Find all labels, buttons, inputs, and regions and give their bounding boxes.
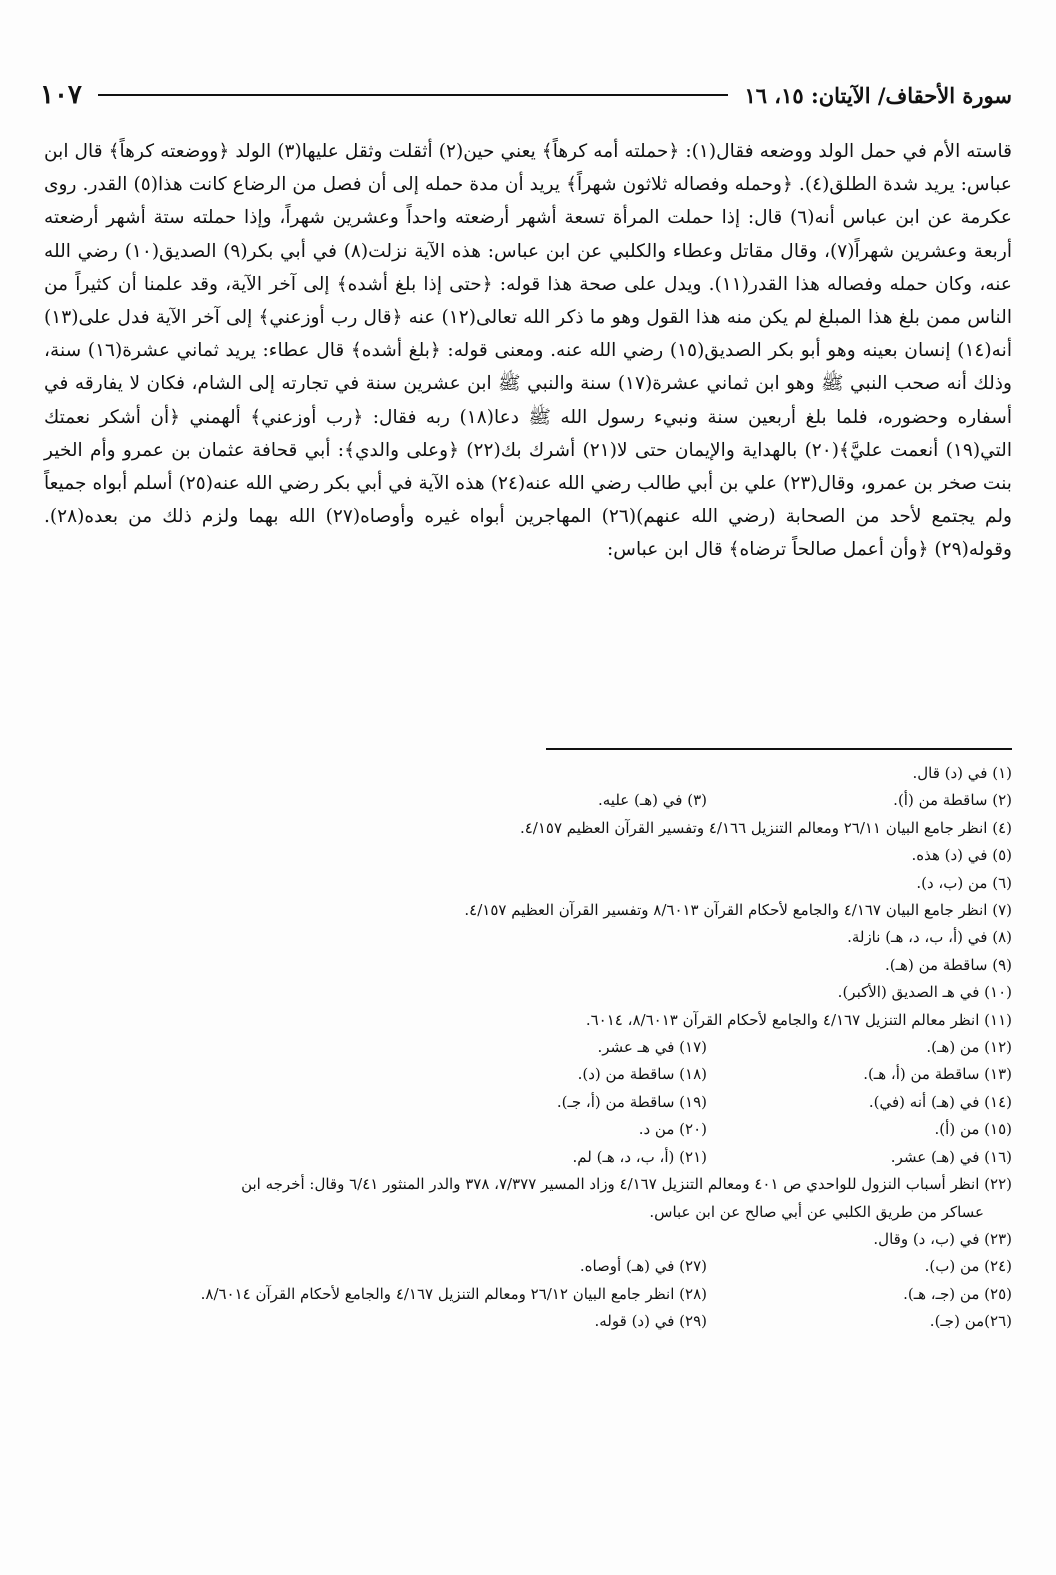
- footnotes: [44, 760, 1012, 1336]
- footnote-row: [44, 1116, 1012, 1143]
- footnote-24: (٢٤) من (ب).: [924, 1257, 1012, 1276]
- footnote-28: (٢٨) انظر جامع البيان ٢٦/١٢ ومعالم التنزيل ٤/١٦٧ والجامع لأحكام القرآن ٨/٦٠١٤.: [200, 1284, 707, 1303]
- footnote-5: (٥) في (د) هذه.: [911, 846, 1012, 865]
- footnote-7: (٧) انظر جامع البيان ٤/١٦٧ والجامع لأحكام القرآن ٨/٦٠١٣ وتفسير القرآن العظيم ٤/١٥٧.: [464, 901, 1012, 920]
- footnote-16: (١٦) في (هـ) عشر.: [890, 1147, 1012, 1166]
- footnote-1: (١) في (د) قال.: [912, 764, 1012, 782]
- footnote-20: (٢٠) من د.: [638, 1120, 707, 1139]
- footnote-10: (١٠) في هـ الصديق (الأكبر).: [837, 983, 1012, 1002]
- page-number: ١٠٧: [40, 80, 82, 110]
- running-header: [40, 76, 1012, 114]
- footnote-12: (١٢) من (هـ).: [926, 1038, 1012, 1057]
- footnote-29: (٢٩) في (د) قوله.: [594, 1312, 707, 1331]
- footnote-11: (١١) انظر معالم التنزيل ٤/١٦٧ والجامع لأحكام القرآن ٨/٦٠١٣، ٦٠١٤.: [585, 1010, 1012, 1029]
- header-rule: [98, 94, 729, 96]
- surah-title: سورة الأحقاف/ الآيتان: ١٥، ١٦: [744, 82, 1012, 108]
- footnote-23: (٢٣) في (ب، د) وقال.: [873, 1229, 1012, 1248]
- footnote-26: (٢٦)من (جـ).: [929, 1312, 1012, 1331]
- footnote-row: [44, 1034, 1012, 1061]
- footnote-14: (١٤) في (هـ) أنه (في).: [868, 1092, 1012, 1111]
- footnote-row: [44, 1308, 1012, 1335]
- footnote-6: (٦) من (ب، د).: [916, 873, 1012, 892]
- footnote-4: (٤) انظر جامع البيان ٢٦/١١ ومعالم التنزيل ٤/١٦٦ وتفسير القرآن العظيم ٤/١٥٧.: [519, 818, 1012, 837]
- footnote-18: (١٨) ساقطة من (د).: [577, 1065, 707, 1084]
- footnote-22-continuation: عساكر من طريق الكلبي عن أبي صالح عن ابن عباس.: [649, 1202, 984, 1221]
- footnote-17: (١٧) في هـ عشر.: [597, 1038, 707, 1057]
- footnote-2: (٢) ساقطة من (أ).: [893, 791, 1012, 810]
- footnote-row: [44, 1281, 1012, 1308]
- footnote-row: [44, 1061, 1012, 1088]
- footnote-separator: [546, 748, 1012, 750]
- footnote-13: (١٣) ساقطة من (أ، هـ).: [863, 1065, 1012, 1084]
- footnote-25: (٢٥) من (جـ، هـ).: [903, 1284, 1012, 1303]
- footnote-15: (١٥) من (أ).: [934, 1120, 1012, 1139]
- footnote-22: (٢٢) انظر أسباب النزول للواحدي ص ٤٠١ ومعالم التنزيل ٤/١٦٧ وزاد المسير ٧/٣٧٧، ٣٧٨ والدر المنثور ٦/٤١ وقال: أخرجه ابن: [241, 1175, 1012, 1194]
- footnote-row: [44, 1253, 1012, 1280]
- footnote-27: (٢٧) في (هـ) أوصاه.: [579, 1257, 707, 1276]
- footnote-8: (٨) في (أ، ب، د، هـ) نازلة.: [847, 928, 1012, 947]
- footnote-3: (٣) في (هـ) عليه.: [597, 791, 707, 810]
- main-text: [44, 135, 1012, 567]
- footnote-row: [44, 1089, 1012, 1116]
- footnote-9: (٩) ساقطة من (هـ).: [885, 955, 1012, 974]
- footnote-19: (١٩) ساقطة من (أ، جـ).: [556, 1092, 707, 1111]
- footnote-row: [44, 787, 1012, 814]
- body-paragraph: قاسته الأم في حمل الولد ووضعه فقال(١): ﴿حملته أمه كرهاً﴾ يعني حين(٢) أثقلت وثقل عليها(٣) الولد ﴿ووضعته كرهاً﴾ قال ابن عباس: يريد شدة الطلق(٤). ﴿وحمله وفصاله ثلاثون شهراً﴾ يريد أن مدة حمله إلى أن فصل من الرضاع كانت هذا(٥) القدر. روى عكرمة عن ابن عباس أنه(٦) قال: إذا حملت المرأة تسعة أشهر أرضعته واحداً وعشرين شهراً، وإذا حملته ستة أشهر أرضعته أربعة وعشرين شهراً(٧)، وقال مقاتل وعطاء والكلبي عن ابن عباس: هذه الآية نزلت(٨) في أبي بكر(٩) الصديق(١٠) رضي الله عنه، وكان حمله وفصاله هذا القدر(١١). ويدل على صحة هذا قوله: ﴿حتى إذا بلغ أشده﴾ إلى آخر الآية، وقد علمنا أن كثيراً من الناس ممن بلغ هذا المبلغ لم يكن منه هذا القول وهو ما ذكر الله تعالى(١٢) عنه ﴿قال رب أوزعني﴾ إلى آخر الآية فدل على(١٣) أنه(١٤) إنسان بعينه وهو أبو بكر الصديق(١٥) رضي الله عنه. ومعنى قوله: ﴿بلغ أشده﴾ قال عطاء: يريد ثماني عشرة(١٦) سنة، وذلك أنه صحب النبي ﷺ وهو ابن ثماني عشرة(١٧) سنة والنبي ﷺ ابن عشرين سنة في تجارته إلى الشام، فكان لا يفارقه في أسفاره وحضوره، فلما بلغ أربعين سنة ونبيء رسول الله ﷺ دعا(١٨) ربه فقال: ﴿رب أوزعني﴾ ألهمني ﴿أن أشكر نعمتك التي(١٩) أنعمت عليَّ﴾(٢٠) بالهداية والإيمان حتى لا(٢١) أشرك بك(٢٢) ﴿وعلى والدي﴾: أبي قحافة عثمان بن عمرو وأم الخير بنت صخر بن عمرو، وقال(٢٣) علي بن أبي طالب رضي الله عنه(٢٤) هذه الآية في أبي بكر رضي الله عنه(٢٥) أسلم أبواه جميعاً ولم يجتمع لأحد من الصحابة (رضي الله عنهم)(٢٦) المهاجرين أبواه غيره وأوصاه(٢٧) الله بهما ولزم ذلك من بعده(٢٨). وقوله(٢٩) ﴿وأن أعمل صالحاً ترضاه﴾ قال ابن عباس:: [44, 141, 1013, 561]
- footnote-row: [44, 1144, 1012, 1171]
- footnote-21: (٢١) (أ، ب، د، هـ) لم.: [572, 1147, 707, 1166]
